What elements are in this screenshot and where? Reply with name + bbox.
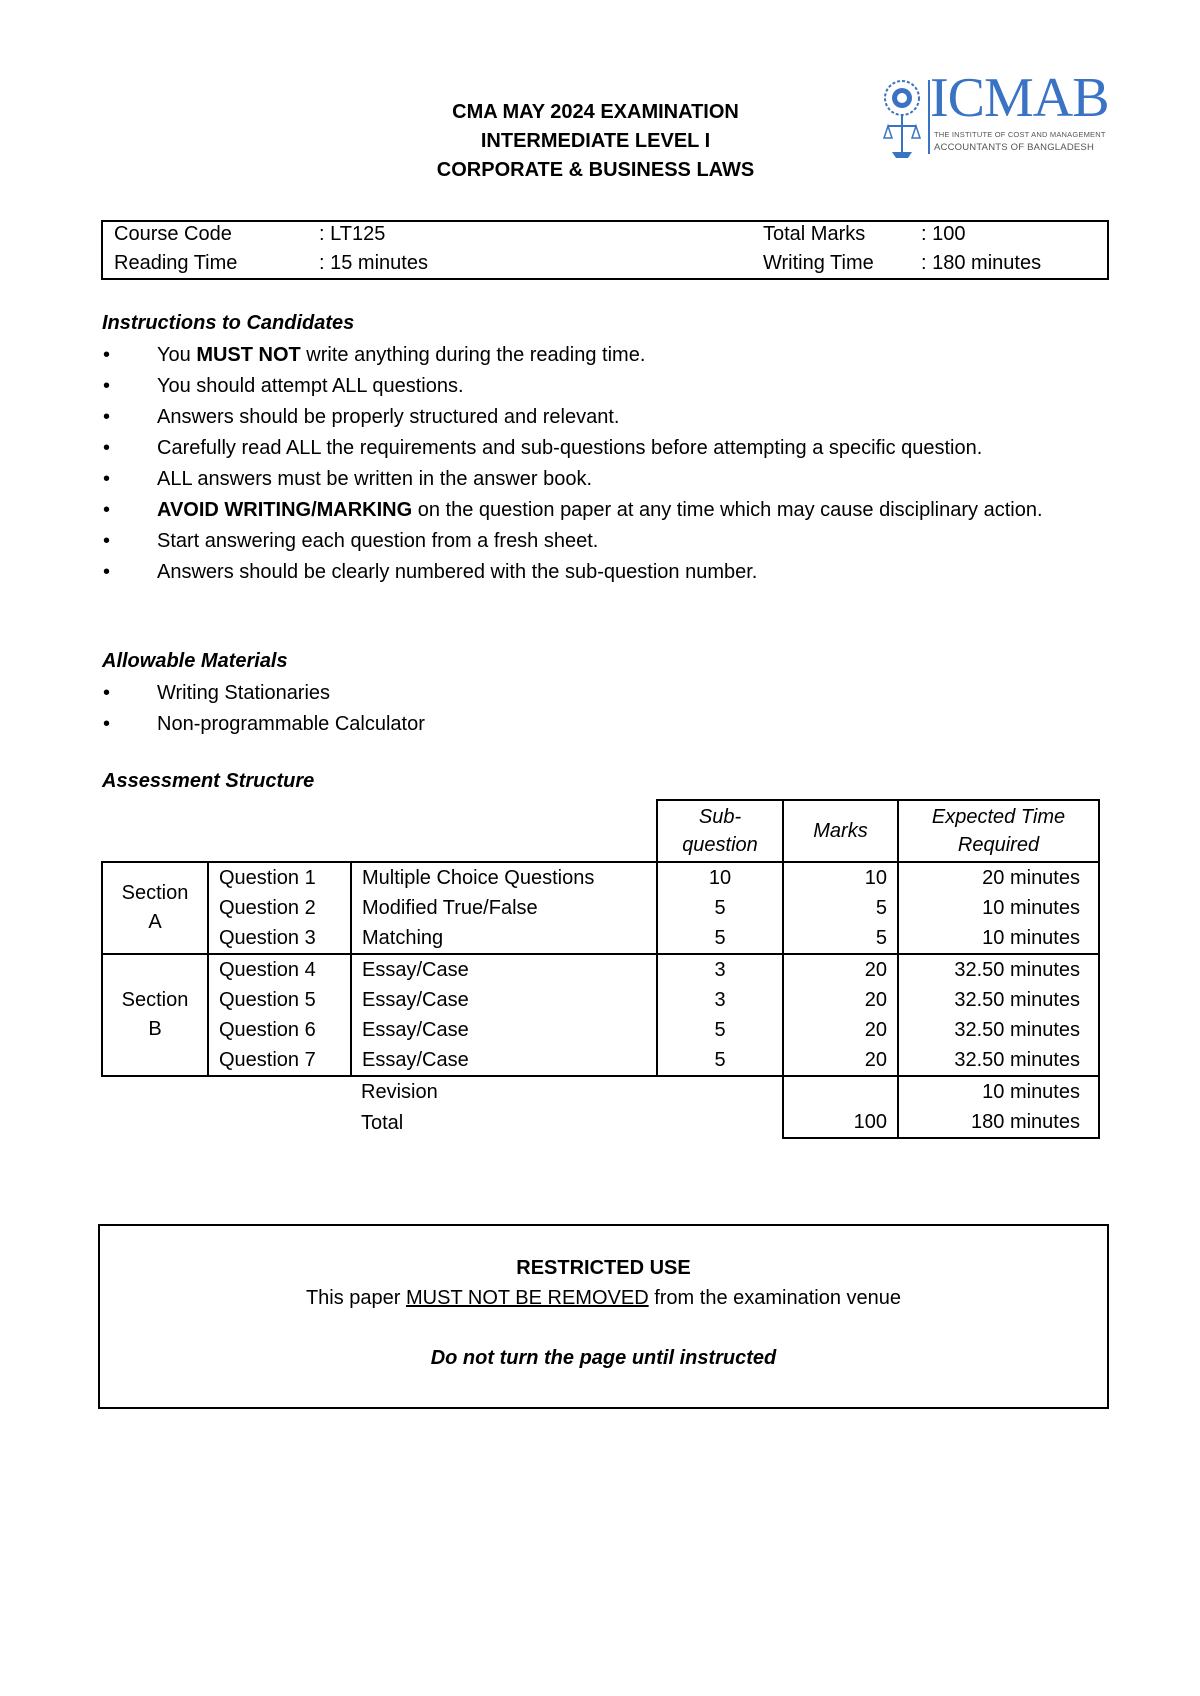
assessment-title: Assessment Structure [102, 770, 315, 792]
list-item: • Writing Stationaries [0, 678, 1109, 709]
list-item: • You should attempt ALL questions. [0, 371, 1109, 402]
bullet-icon: • [103, 437, 111, 459]
header-expected-time: Expected Time Required [898, 800, 1099, 862]
instructions-title: Instructions to Candidates [102, 312, 355, 334]
header-marks: Marks [783, 800, 898, 862]
table-row: Question 2 Modified True/False 5 5 10 minutes [102, 893, 1099, 923]
list-item: • ALL answers must be written in the answer book. [0, 464, 1109, 495]
revision-row: Revision 10 minutes [102, 1076, 1099, 1107]
icmab-logo [882, 67, 1114, 160]
list-item: • Non-programmable Calculator [0, 709, 1109, 740]
logo-wordmark: ICMAB [930, 67, 1109, 129]
table-row: Question 7 Essay/Case 5 20 32.50 minutes [102, 1045, 1099, 1076]
logo-tagline-2: ACCOUNTANTS OF BANGLADESH [934, 142, 1095, 153]
restricted-use-box [98, 1224, 1109, 1409]
bullet-icon: • [103, 561, 111, 583]
list-item: • You MUST NOT write anything during the reading time. [0, 340, 1109, 371]
bullet-icon: • [103, 530, 111, 552]
reading-time-value: : 15 minutes [319, 252, 428, 274]
table-header-row [102, 800, 1099, 862]
list-item: • Start answering each question from a fresh sheet. [0, 526, 1109, 557]
bullet-icon: • [103, 344, 111, 366]
bullet-icon: • [103, 468, 111, 490]
writing-time-label: Writing Time [763, 252, 874, 274]
materials-title: Allowable Materials [102, 650, 288, 672]
course-code-value: : LT125 [319, 223, 386, 245]
restricted-title: RESTRICTED USE [516, 1257, 691, 1279]
table-row: Section A Question 1 Multiple Choice Questions 10 10 20 minutes [102, 862, 1099, 893]
bullet-icon: • [103, 499, 111, 521]
exam-title: CMA MAY 2024 EXAMINATION [452, 101, 739, 123]
table-row: Section B Question 4 Essay/Case 3 20 32.50 minutes [102, 954, 1099, 985]
table-row: Question 5 Essay/Case 3 20 32.50 minutes [102, 985, 1099, 1015]
total-marks-value: : 100 [921, 223, 966, 245]
instructions-list [0, 340, 1109, 588]
section-b-cell: Section B [102, 954, 208, 1076]
reading-time-label: Reading Time [114, 252, 238, 274]
list-item: • AVOID WRITING/MARKING on the question paper at any time which may cause disciplinary action. [0, 495, 1109, 526]
restricted-line: This paper MUST NOT BE REMOVED from the examination venue [305, 1287, 902, 1309]
bullet-icon: • [103, 713, 111, 735]
list-item: • Answers should be properly structured and relevant. [0, 402, 1109, 433]
header-subquestion: Sub- question [657, 800, 783, 862]
bullet-icon: • [103, 406, 111, 428]
course-code-label: Course Code [114, 223, 232, 245]
restricted-note: Do not turn the page until instructed [430, 1347, 777, 1369]
bullet-icon: • [103, 682, 111, 704]
bullet-icon: • [103, 375, 111, 397]
assessment-table [101, 799, 1100, 1139]
table-row: Question 6 Essay/Case 5 20 32.50 minutes [102, 1015, 1099, 1045]
list-item: • Carefully read ALL the requirements and sub-questions before attempting a specific question. [0, 433, 1109, 464]
icmab-emblem-icon [882, 74, 926, 160]
section-a-cell: Section A [102, 862, 208, 954]
exam-level: INTERMEDIATE LEVEL I [480, 130, 711, 152]
list-item: • Answers should be clearly numbered with the sub-question number. [0, 557, 1109, 588]
total-row: Total 100 180 minutes [102, 1107, 1099, 1138]
exam-subject: CORPORATE & BUSINESS LAWS [436, 159, 755, 181]
table-row: Question 3 Matching 5 5 10 minutes [102, 923, 1099, 954]
course-info-box [101, 220, 1109, 280]
total-marks-label: Total Marks [763, 223, 866, 245]
logo-tagline-1: THE INSTITUTE OF COST AND MANAGEMENT [934, 130, 1106, 139]
materials-list [0, 678, 1109, 740]
writing-time-value: : 180 minutes [921, 252, 1042, 274]
